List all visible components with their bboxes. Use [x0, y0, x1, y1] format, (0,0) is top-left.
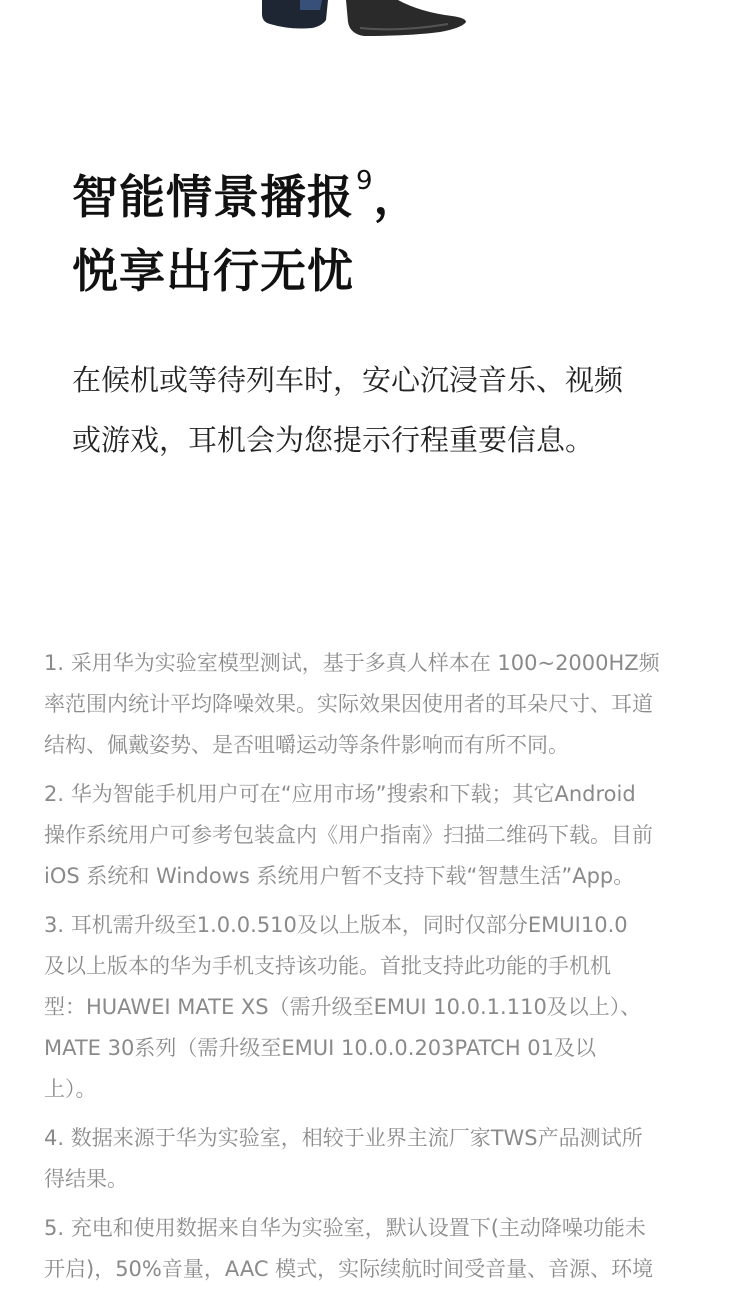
- headline-line-1-text: 智能情景播报: [72, 170, 354, 224]
- headline-line-1-suffix: ，: [373, 170, 421, 224]
- footnote-line: MATE 30系列（需升级至EMUI 10.0.0.203PATCH 01及以: [44, 1036, 597, 1060]
- footnote-line: 4. 数据来源于华为实验室，相较于业界主流厂家TWS产品测试所: [44, 1126, 643, 1150]
- footnote-line: iOS 系统和 Windows 系统用户暂不支持下载“智慧生活”App。: [44, 864, 635, 888]
- footnote-line: 率范围内统计平均降噪效果。实际效果因使用者的耳朵尺寸、耳道: [44, 692, 653, 716]
- footnote-line: 结构、佩戴姿势、是否咀嚼运动等条件影响而有所不同。: [44, 733, 569, 757]
- footnote-line: 操作系统用户可参考包装盒内《用户指南》扫描二维码下载。目前: [44, 823, 653, 847]
- footnote-line: 1. 采用华为实验室模型测试，基于多真人样本在 100~2000HZ频: [44, 651, 660, 675]
- footnote-1: [44, 643, 714, 766]
- footnote-line: 开启)，50%音量，AAC 模式，实际续航时间受音量、音源、环境: [44, 1257, 654, 1281]
- headline-line-1: [72, 160, 712, 234]
- footnote-4: [44, 1118, 714, 1200]
- hero-photo-crop: [0, 0, 750, 40]
- footnote-line: 3. 耳机需升级至1.0.0.510及以上版本，同时仅部分EMUI10.0: [44, 913, 628, 937]
- footnote-line: 2. 华为智能手机用户可在“应用市场”搜索和下载；其它Android: [44, 782, 636, 806]
- footnote-line: 得结果。: [44, 1167, 128, 1191]
- lead-line-2: 或游戏，耳机会为您提示行程重要信息。: [72, 423, 595, 457]
- footnote-2: [44, 774, 714, 897]
- footnote-line: 5. 充电和使用数据来自华为实验室，默认设置下(主动降噪功能未: [44, 1216, 646, 1240]
- footnotes-list: [44, 643, 714, 1298]
- headline-footnote-ref: 9: [356, 165, 374, 196]
- headline-line-2: 悦享出行无忧: [72, 244, 354, 298]
- footnote-line: 及以上版本的华为手机支持该功能。首批支持此功能的手机机: [44, 954, 611, 978]
- footnote-line: 上）。: [44, 1077, 97, 1101]
- footnote-3: [44, 905, 714, 1110]
- lead-line-1: 在候机或等待列车时，安心沉浸音乐、视频: [72, 363, 624, 397]
- footnote-line: 型：HUAWEI MATE XS（需升级至EMUI 10.0.1.110及以上）、: [44, 995, 642, 1019]
- person-legs-image: [0, 0, 750, 40]
- footnote-5: [44, 1208, 714, 1290]
- headline: [72, 160, 712, 308]
- lead-paragraph: [72, 350, 712, 470]
